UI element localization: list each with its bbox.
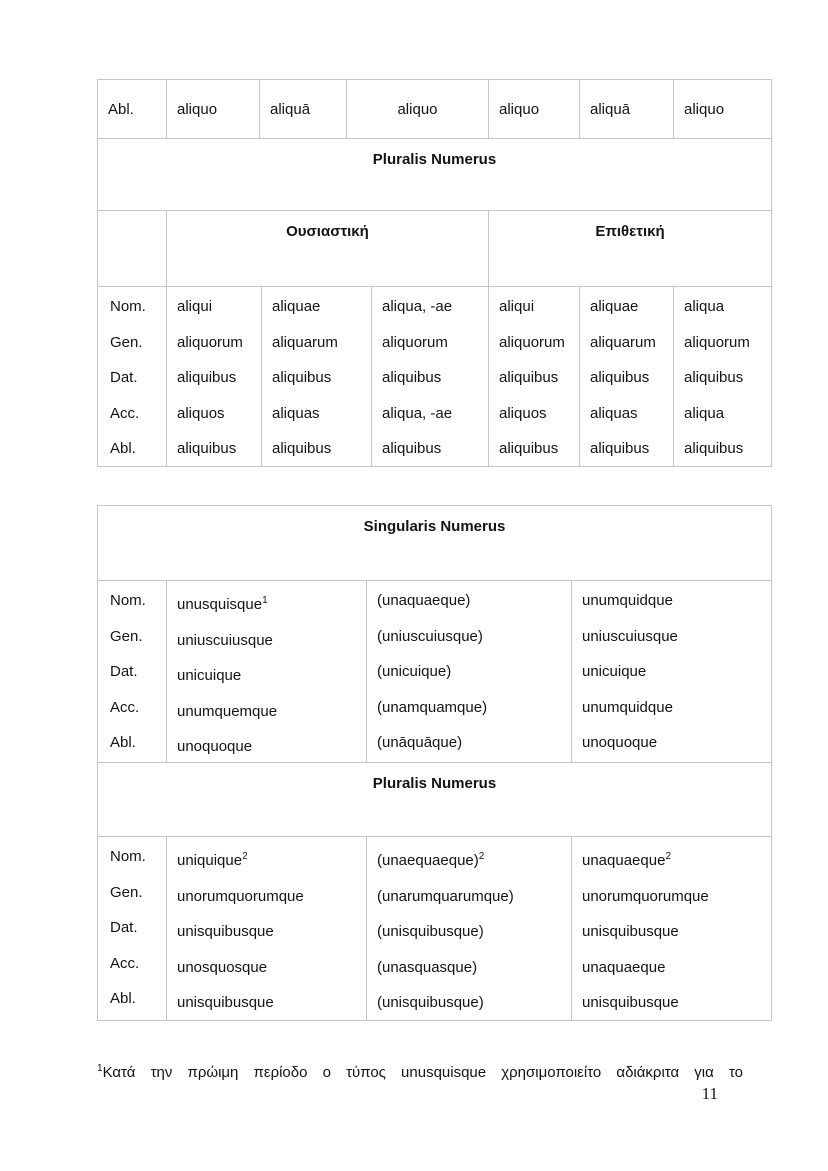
case-label-column [98,581,166,762]
cell-line: aliquibus [272,440,332,457]
cell-line: Nom. [110,592,146,609]
cell-line: unicuique [177,667,242,684]
cell-line: uniuscuiusque [582,627,678,645]
cell-line: aliquas [590,404,638,422]
cell-line: Dat. [110,369,138,386]
cell-line: aliquibus [177,440,237,457]
table-unusquisque-pluralis-header-row [98,762,771,836]
cell-line: aliquibus [177,369,237,386]
cell-line [177,839,362,879]
cell-line: aliquorum [177,333,243,351]
cell-line: unumquidque [582,592,673,609]
cell-line: unaquaeque [582,958,666,976]
case-label: Abl. [108,100,134,118]
group-header-substantive: Ουσιαστική [166,211,488,286]
cell-line: unisquibusque [582,923,679,940]
cell-line: unisquibusque [582,994,679,1011]
table-unusquisque-plural-body [98,836,771,1020]
declension-column [579,287,673,466]
table-aliqui-group-header-row [98,210,771,286]
cell-line: aliqua, -ae [382,298,453,315]
footnote-text: Κατά την πρώιμη περίοδο ο τύπος unusquisque χρησιμοποιείτο αδιάκριτα για το [102,1064,743,1081]
cell-line: (unamquamque) [377,698,488,716]
cell-line: Gen. [110,333,143,351]
cell-line: (unisquibusque) [377,923,484,940]
cell-line: aliquos [499,404,547,422]
cell-line: (unisquibusque) [377,994,484,1011]
cell-text: unaquaeque [582,852,666,869]
section-header: Pluralis Numerus [372,775,497,792]
superscript-marker: 2 [478,851,485,862]
cell-line [177,583,362,623]
cell-line: uniuscuiusque [177,631,273,649]
cell-line: aliqui [499,298,535,315]
section-header: Singularis Numerus [363,518,506,535]
table-cell: aliquā [579,80,673,138]
cell-line: aliquibus [590,369,650,386]
cell-line: unicuique [582,663,647,680]
cell-line: aliqui [177,298,213,315]
cell-line: aliquorum [499,333,565,351]
table-cell: aliquo [166,80,259,138]
cell-line: Abl. [110,734,136,751]
table-unusquisque-singularis-header-row [98,506,771,580]
footnote [97,1058,743,1083]
cell-line: (unāquāque) [377,734,463,751]
cell-text: unusquisque [177,596,263,613]
cell-line: aliquibus [684,369,744,386]
footnote-marker: 1 [97,1063,103,1074]
cell-line: aliquibus [590,440,650,457]
cell-line: Abl. [110,440,136,457]
cell-line: unisquibusque [177,994,274,1011]
cell-line: (unarumquarumque) [377,887,514,905]
cell-line: unumquidque [582,698,673,716]
table-cell: aliquo [673,80,771,138]
cell-line: aliquas [272,404,320,422]
empty-cell [98,211,166,286]
declension-column [371,287,488,466]
table-cell: aliquā [259,80,346,138]
declension-column [673,287,771,466]
cell-line [582,839,767,879]
table-aliqui-abl-row [98,80,771,138]
cell-line: (uniuscuiusque) [377,627,483,645]
case-label-column [98,287,166,466]
cell-line: aliqua [684,298,725,315]
cell-line: aliqua [684,404,725,422]
cell-line: unisquibusque [177,923,274,940]
declension-column-feminine [366,581,571,762]
cell-line: unoquoque [177,738,253,755]
cell-line: aliquorum [382,333,448,351]
declension-column [261,287,371,466]
page-number: 11 [701,1084,718,1103]
cell-line: aliquibus [499,440,559,457]
declension-column-masculine [166,581,366,762]
cell-line: aliquibus [272,369,332,386]
cell-line: Acc. [110,954,140,972]
cell-line: (unasquasque) [377,958,478,976]
cell-line: (unaquaeque) [377,592,471,609]
group-header-adjectival: Επιθετική [488,211,771,286]
cell-line: aliquarum [272,333,338,351]
section-header: Pluralis Numerus [372,151,497,168]
superscript-marker: 2 [242,851,248,862]
table-aliqui-pluralis-header-row [98,138,771,210]
declension-column-neuter [571,837,771,1020]
declension-column-masculine [166,837,366,1020]
table-unusquisque-singular-body [98,580,771,762]
declension-column-neuter [571,581,771,762]
cell-text: uniquique [177,852,243,869]
cell-line: aliquibus [499,369,559,386]
cell-line: aliquibus [382,440,442,457]
cell-line: unorumquorumque [582,887,709,905]
cell-line: Acc. [110,404,140,422]
cell-line: Abl. [110,990,136,1007]
declension-column-feminine [366,837,571,1020]
cell-line: Gen. [110,883,143,901]
table-aliqui-plural-body [98,286,771,466]
cell-line: Dat. [110,919,138,936]
cell-line: Nom. [110,298,146,315]
cell-line: aliquorum [684,333,750,351]
cell-line: aliquae [590,298,639,315]
cell-line: aliquae [272,298,321,315]
cell-line: aliqua, -ae [382,404,453,422]
superscript-marker: 1 [262,595,268,606]
table-cell: aliquo [488,80,579,138]
cell-line: aliquarum [590,333,656,351]
cell-line: unorumquorumque [177,887,304,905]
cell-line: Dat. [110,663,138,680]
cell-line: Nom. [110,848,146,865]
cell-line: aliquibus [684,440,744,457]
table-cell: aliquo [346,80,488,138]
cell-line: aliquos [177,404,225,422]
cell-line: unoquoque [582,734,658,751]
cell-line [377,839,567,879]
cell-line: Acc. [110,698,140,716]
cell-line: aliquibus [382,369,442,386]
declension-column [488,287,579,466]
case-label-column [98,837,166,1020]
superscript-marker: 2 [665,851,671,862]
cell-line: (unicuique) [377,663,452,680]
cell-line: unosquosque [177,958,268,976]
cell-line: unumquemque [177,702,278,720]
cell-line: Gen. [110,627,143,645]
declension-column [166,287,261,466]
cell-text: (unaequaeque) [377,852,479,869]
table-unusquisque [97,505,772,1021]
table-aliqui [97,79,772,467]
